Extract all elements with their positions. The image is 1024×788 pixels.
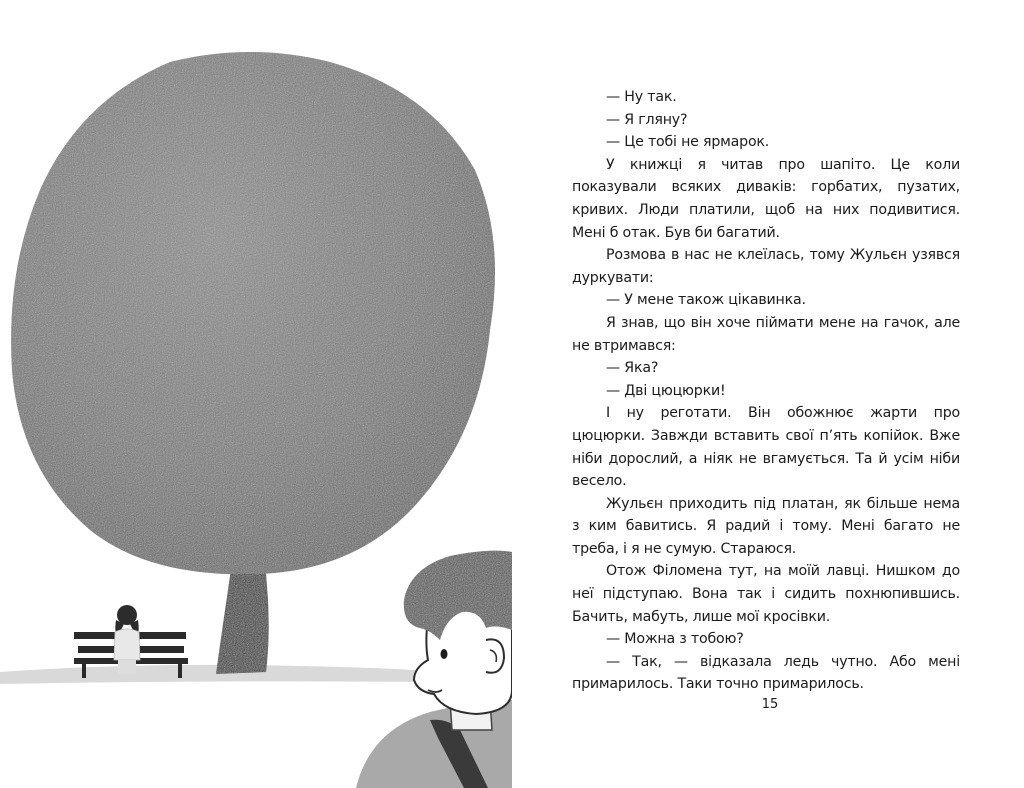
- paragraph-9: — Дві цюцюрки!: [606, 382, 726, 399]
- paragraph-6: — У мене також цікавинка.: [606, 292, 806, 309]
- paragraph-8: — Яка?: [606, 360, 659, 377]
- paragraph-5: Розмова в нас не клеїлась, тому Жульєн узявся дуркувати:: [572, 247, 960, 286]
- paragraph-13: — Можна з тобою?: [606, 631, 744, 648]
- paragraph-12: Отож Філомена тут, на моїй лавці. Нишком до неї підступаю. Вона так і сидить похнюпившись. Бачить, мабуть, лише мої кросівки.: [572, 563, 960, 625]
- paragraph-3: — Це тобі не ярмарок.: [606, 134, 770, 151]
- paragraph-4: У книжці я читав про шапіто. Це коли показували всяких диваків: горбатих, пузатих, кривих. Люди платили, щоб на них подивитися. Мені б отак. Був би багатий.: [572, 156, 960, 241]
- paragraph-2: — Я гляну?: [606, 111, 688, 128]
- paragraph-10: І ну реготати. Він обожнює жарти про цюцюрки. Завжди вставить свої п’ять копійок. Вже ніби дорослий, а ніяк не вгамується. Та й усім ніби весело.: [572, 405, 960, 490]
- paragraph-7: Я знав, що він хоче піймати мене на гачок, але не втримався:: [572, 314, 960, 354]
- tree-canopy: [11, 52, 495, 574]
- paragraph-11: Жульєн приходить під платан, як більше нема з ким бавитись. Я радий і тому. Мені багато не треба, і я не сумую. Стараюся.: [572, 495, 960, 557]
- text-page: [572, 86, 960, 696]
- paragraph-14: — Так, — відказала ледь чутно. Або мені примарилось. Таки точно примарилось.: [572, 653, 960, 693]
- paragraph-1: — Ну так.: [606, 89, 677, 105]
- page-number: 15: [761, 697, 779, 712]
